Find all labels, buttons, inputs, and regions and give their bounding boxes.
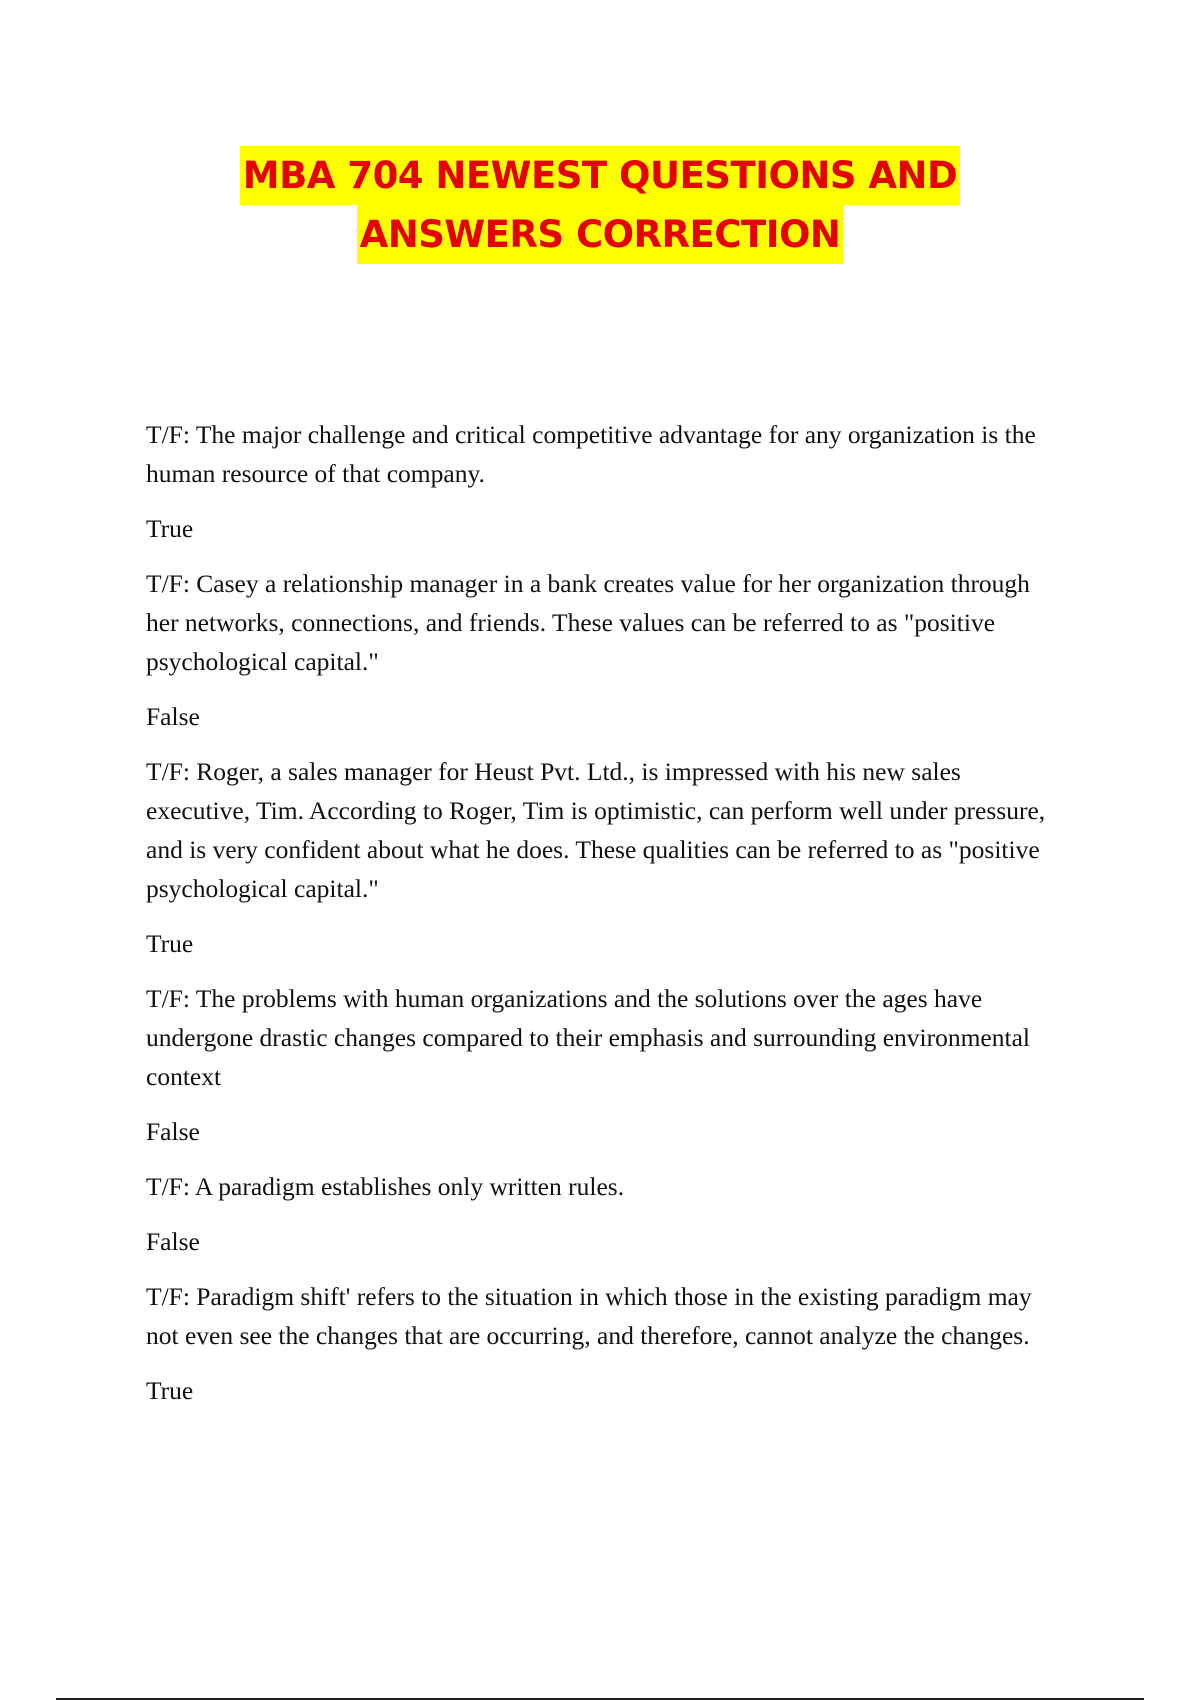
answer-3: True <box>146 929 194 958</box>
question-5: T/F: A paradigm establishes only written rules. <box>146 1172 625 1201</box>
answer-2: False <box>146 702 200 731</box>
document-title <box>0 146 1200 264</box>
question-6: T/F: Paradigm shift' refers to the situation in which those in the existing paradigm may not even see the changes that are occurring, and therefore, cannot analyze the changes. <box>146 1282 1032 1350</box>
answer-5: False <box>146 1227 200 1256</box>
qa-list <box>146 415 1066 1426</box>
title-line-1: MBA 704 NEWEST QUESTIONS AND <box>240 146 960 205</box>
question-4: T/F: The problems with human organizations and the solutions over the ages have undergone drastic changes compared to their emphasis and surrounding environmental context <box>146 984 1030 1091</box>
answer-4: False <box>146 1117 200 1146</box>
answer-6: True <box>146 1376 194 1405</box>
answer-1: True <box>146 514 194 543</box>
title-line-2: ANSWERS CORRECTION <box>357 205 844 264</box>
question-1: T/F: The major challenge and critical competitive advantage for any organization is the human resource of that company. <box>146 420 1036 488</box>
question-2: T/F: Casey a relationship manager in a bank creates value for her organization through her networks, connections, and friends. These values can be referred to as "positive psychological capital." <box>146 569 1030 676</box>
question-3: T/F: Roger, a sales manager for Heust Pvt. Ltd., is impressed with his new sales executive, Tim. According to Roger, Tim is optimistic, can perform well under pressure, and is very confident about what he does. These qualities can be referred to as "positive psychological capital." <box>146 757 1046 903</box>
